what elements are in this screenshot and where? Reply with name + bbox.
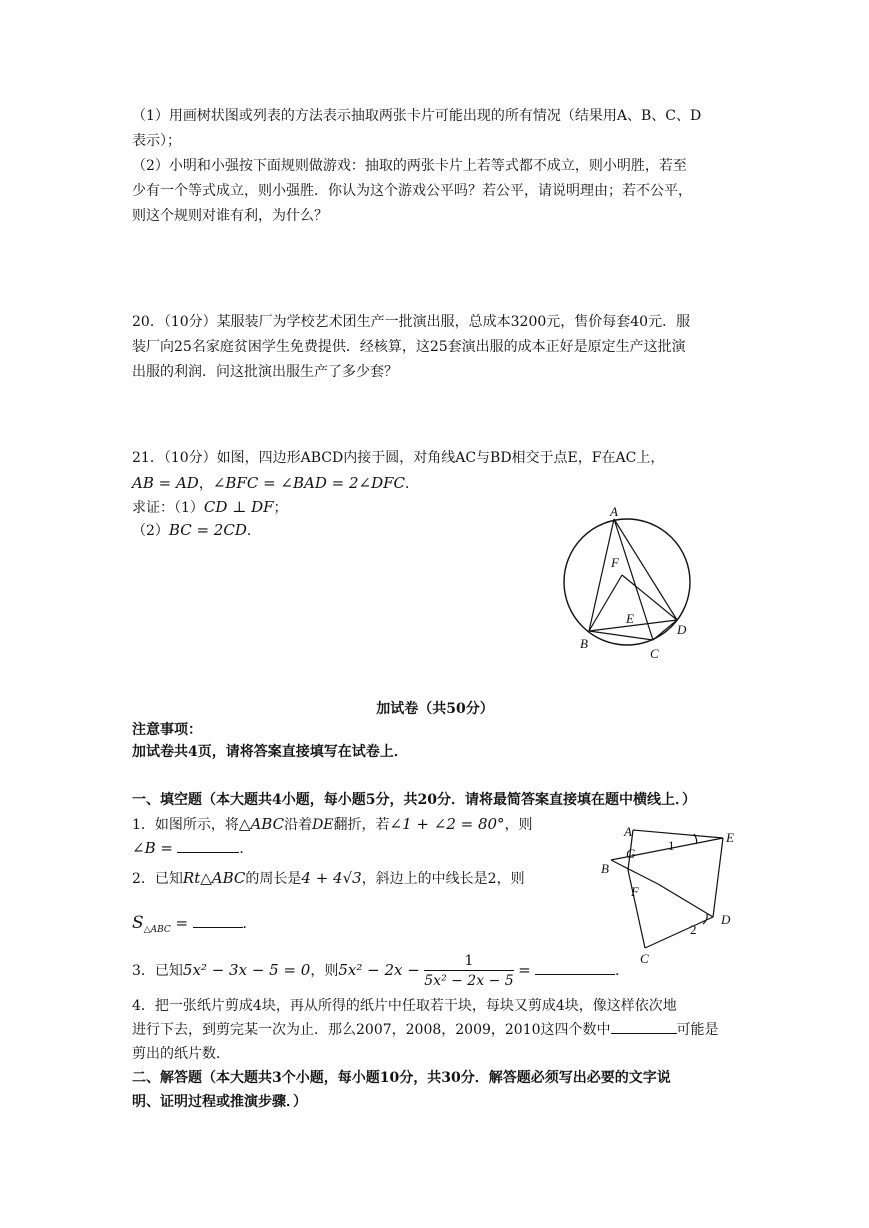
q21-cond-ab-ad: AB = AD: [132, 474, 199, 492]
q2-end: ．: [242, 916, 257, 932]
fold-label-d: D: [721, 912, 731, 927]
fold-label-e: E: [726, 830, 734, 845]
q2-text-b: 的周长是: [245, 871, 302, 887]
q2-equals: =: [170, 914, 189, 932]
fold-label-c: C: [640, 951, 649, 966]
q1-de: DE: [312, 817, 334, 833]
label-b: B: [580, 636, 588, 651]
q3-text-b: ，则: [310, 963, 339, 979]
q1-triangle: △ABC: [238, 815, 285, 833]
notice-label: 注意事项：: [132, 722, 202, 738]
q21-line2: [132, 471, 738, 497]
section1-heading: 一、填空题（本大题共4小题，每小题5分，共20分．请将最简答案直接填在题中横线上．）: [132, 792, 696, 808]
q2-text-c: ，斜边上的中线长是2，则: [361, 871, 525, 887]
extra-q4-line3: 剪出的纸片数．: [132, 1046, 230, 1062]
q1-text-d: ，则: [504, 817, 533, 833]
notice-text: 加试卷共4页，请将答案直接填写在试卷上．: [132, 744, 408, 760]
q1-end: ．: [239, 841, 254, 857]
q2-text-a: 2．已知: [132, 871, 183, 887]
q21-cond-angles: ∠BFC = ∠BAD = 2∠DFC: [212, 474, 405, 492]
q3-end: ．: [615, 963, 630, 979]
q21-line2-end: ．: [405, 476, 419, 492]
q3-equation: 5x² − 3x − 5 = 0: [182, 961, 311, 979]
label-d: D: [677, 622, 687, 637]
q2-answer-blank[interactable]: [193, 913, 243, 928]
label-c: C: [650, 646, 659, 661]
q1-answer-label: ∠B =: [132, 839, 173, 857]
label-e: E: [626, 611, 634, 626]
q21-prove2-label: （2）: [132, 523, 169, 539]
q21-sep: ，: [198, 476, 213, 492]
q19-part2-line2: 少有一个等式成立，则小强胜．你认为这个游戏公平吗？若公平，请说明理由；若不公平，: [132, 183, 692, 199]
fold-label-b: B: [601, 861, 609, 876]
q2-triangle: Rt△ABC: [182, 869, 246, 887]
q1-text-a: 1．如图所示，将: [132, 817, 239, 833]
fold-label-g: G: [626, 846, 636, 861]
q19-part2-line3: 则这个规则对谁有利，为什么？: [132, 208, 328, 224]
q1-answer-blank[interactable]: [177, 838, 239, 853]
q1-text-b: 沿着: [284, 817, 313, 833]
extra-title: 加试卷（共50分）: [376, 701, 494, 717]
q3-denominator: 5x² − 2x − 5: [424, 972, 514, 989]
q1-text-c: 翻折，若: [333, 817, 390, 833]
extra-q4-line1: 4．把一张纸片剪成4块，再从所得的纸片中任取若干块，每块又剪成4块，像这样依次地: [132, 998, 677, 1014]
q3-numerator: 1: [424, 952, 513, 971]
q2-area-subscript: △ABC: [143, 924, 171, 935]
q19-part1-line2: 表示）；: [132, 133, 181, 149]
q4-text-b: 可能是: [676, 1022, 719, 1038]
extra-q4-line2: [132, 1018, 738, 1043]
q3-fraction: [424, 952, 513, 991]
q21-circle-figure: [555, 500, 705, 665]
fold-label-f: F: [631, 884, 639, 899]
q21-prove2-math: BC = 2CD: [168, 521, 247, 539]
q20-line1: 20．（10分）某服装厂为学校艺术团生产一批演出服，总成本3200元，售价每套40元．服: [132, 314, 691, 330]
fold-label-1: 1: [668, 838, 675, 853]
q1-condition: ∠1 + ∠2 = 80°: [389, 815, 505, 833]
q19-part2-line1: （2）小明和小强按下面规则做游戏：抽取的两张卡片上若等式都不成立，则小明胜，若至: [132, 158, 687, 174]
q3-expression: 5x² − 2x −: [338, 961, 420, 979]
q2-perimeter: 4 + 4√3: [301, 869, 362, 887]
q3-equals: =: [518, 961, 531, 979]
q20-line2: 装厂向25名家庭贫困学生免费提供．经核算，这25套演出服的成本正好是原定生产这批演: [132, 339, 686, 355]
q19-part1-line1: （1）用画树状图或列表的方法表示抽取两张卡片可能出现的所有情况（结果用A、B、C、D: [132, 108, 702, 124]
fold-triangle-figure: [595, 820, 745, 970]
q21-prove1-math: CD ⊥ DF: [203, 498, 274, 516]
q21-line1: 21．（10分）如图，四边形ABCD内接于圆，对角线AC与BD相交于点E，F在AC上，: [132, 450, 665, 466]
fold-label-a: A: [624, 824, 632, 839]
q4-text-a: 进行下去，到剪完某一次为止．那么2007，2008，2009，2010这四个数中: [132, 1022, 611, 1038]
q4-answer-blank[interactable]: [611, 1019, 677, 1034]
section2-heading-line2: 明、证明过程或推演步骤．）: [132, 1094, 307, 1110]
q21-prove1-end: ；: [273, 500, 288, 516]
fold-label-2: 2: [690, 922, 697, 937]
label-a: A: [610, 504, 618, 519]
label-f: F: [611, 555, 619, 570]
q20-line3: 出服的利润．问这批演出服生产了多少套？: [132, 364, 398, 380]
section2-heading-line1: 二、解答题（本大题共3个小题，每小题10分，共30分．解答题必须写出必要的文字说: [132, 1070, 671, 1086]
q3-text-a: 3．已知: [132, 963, 183, 979]
q21-prove2-end: ．: [246, 523, 261, 539]
q21-prove-label: 求证：（1）: [132, 500, 204, 516]
q2-area-symbol: S: [132, 913, 144, 933]
